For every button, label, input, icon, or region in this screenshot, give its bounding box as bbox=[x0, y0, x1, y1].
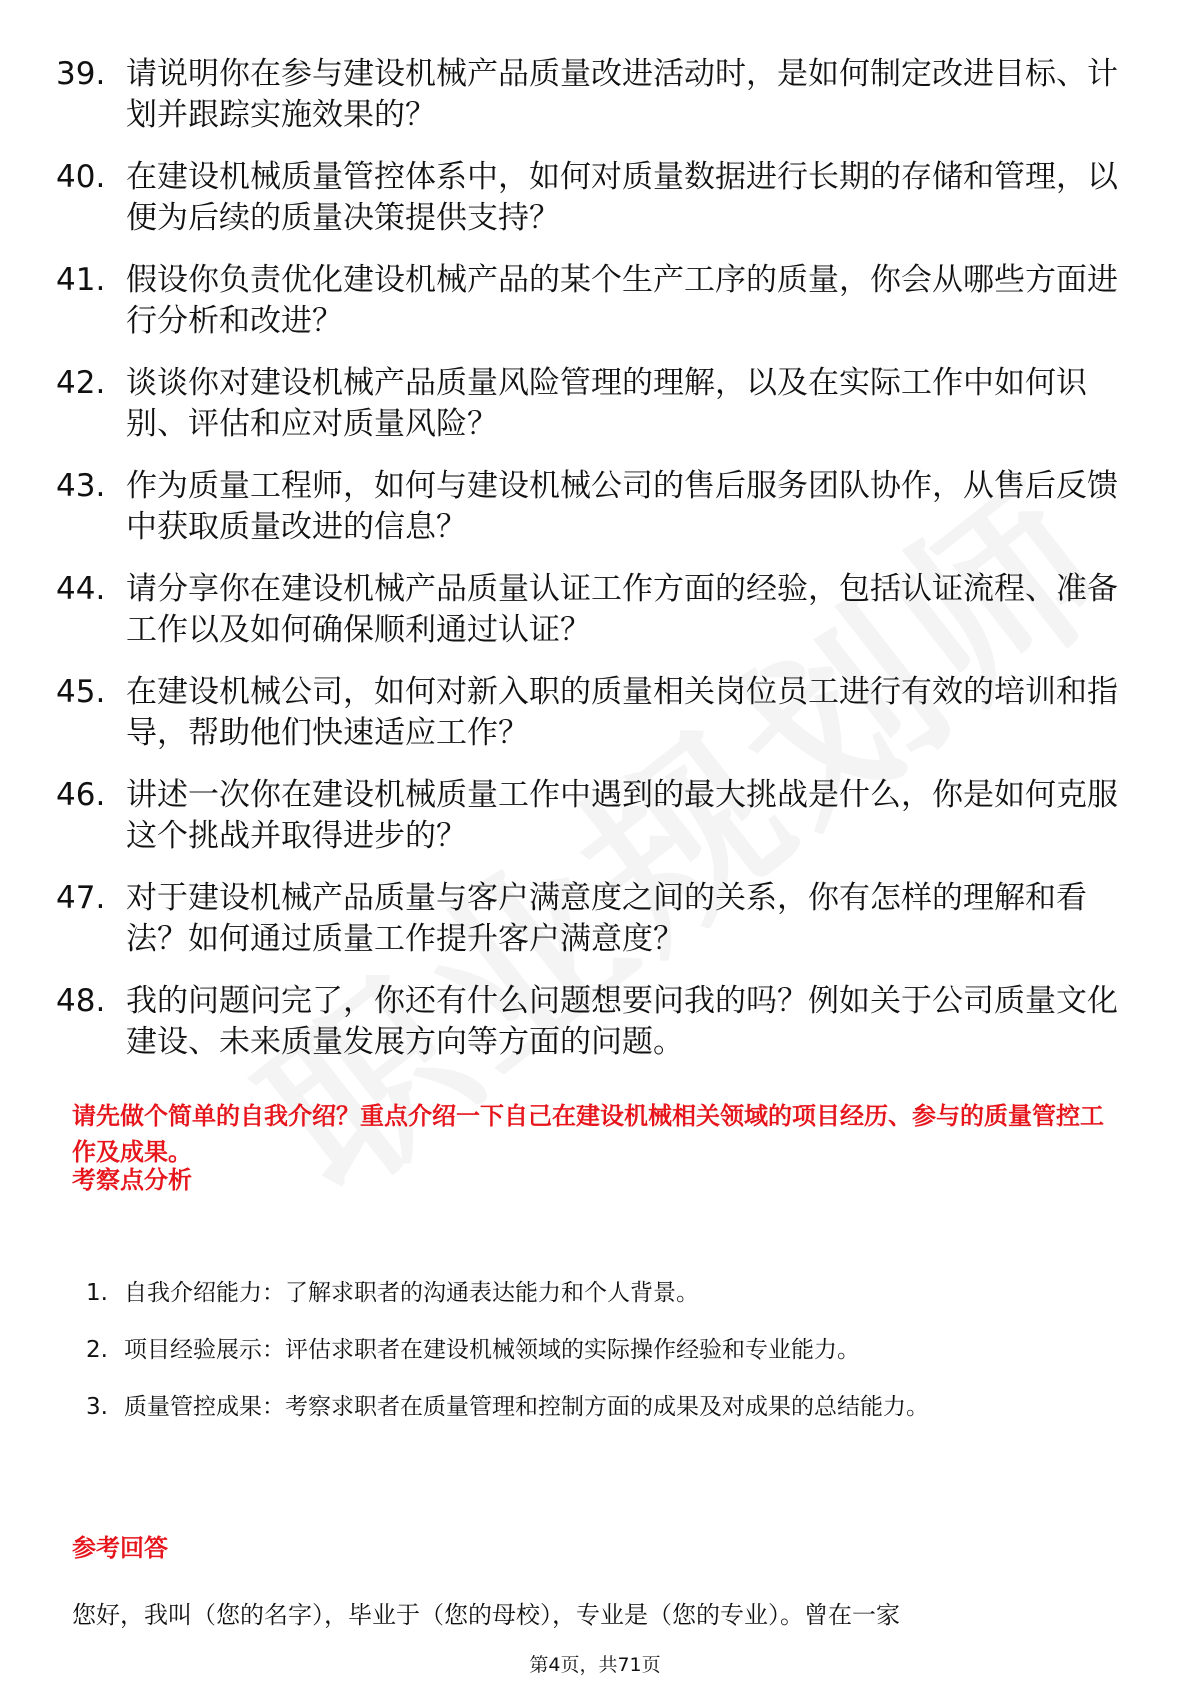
intro-question: 请先做个简单的自我介绍？重点介绍一下自己在建设机械相关领域的项目经历、参与的质量管控工作及成果。 bbox=[72, 1102, 1104, 1166]
page-number: 第4页，共71页 bbox=[529, 1654, 661, 1676]
question-item bbox=[56, 775, 1136, 857]
analysis-heading: 考察点分析 bbox=[72, 1166, 192, 1194]
question-number: 45. bbox=[56, 674, 106, 710]
question-number: 46. bbox=[56, 777, 106, 813]
point-number: 1. bbox=[86, 1280, 108, 1306]
question-text: 谈谈你对建设机械产品质量风险管理的理解，以及在实际工作中如何识别、评估和应对质量风险？ bbox=[126, 365, 1087, 442]
question-item bbox=[56, 466, 1136, 548]
point-number: 2. bbox=[86, 1337, 108, 1363]
question-text: 讲述一次你在建设机械质量工作中遇到的最大挑战是什么，你是如何克服这个挑战并取得进步的？ bbox=[126, 777, 1118, 854]
point-number: 3. bbox=[86, 1394, 108, 1420]
question-item bbox=[56, 260, 1136, 342]
question-text: 在建设机械质量管控体系中，如何对质量数据进行长期的存储和管理，以便为后续的质量决策提供支持？ bbox=[126, 159, 1118, 236]
question-item bbox=[56, 569, 1136, 651]
question-text: 请分享你在建设机械产品质量认证工作方面的经验，包括认证流程、准备工作以及如何确保顺利通过认证？ bbox=[126, 571, 1118, 648]
question-text: 请说明你在参与建设机械产品质量改进活动时，是如何制定改进目标、计划并跟踪实施效果的？ bbox=[126, 56, 1118, 133]
point-text: 项目经验展示：评估求职者在建设机械领域的实际操作经验和专业能力。 bbox=[124, 1337, 860, 1363]
reference-answer-heading: 参考回答 bbox=[72, 1534, 168, 1562]
question-item bbox=[56, 981, 1136, 1063]
question-number: 48. bbox=[56, 983, 106, 1019]
question-text: 对于建设机械产品质量与客户满意度之间的关系，你有怎样的理解和看法？如何通过质量工作提升客户满意度？ bbox=[126, 880, 1087, 957]
question-item bbox=[56, 672, 1136, 754]
question-item bbox=[56, 54, 1136, 136]
question-number: 42. bbox=[56, 365, 106, 401]
question-item bbox=[56, 363, 1136, 445]
question-number: 43. bbox=[56, 468, 106, 504]
question-number: 41. bbox=[56, 262, 106, 298]
question-text: 我的问题问完了，你还有什么问题想要问我的吗？例如关于公司质量文化建设、未来质量发展方向等方面的问题。 bbox=[126, 983, 1118, 1060]
analysis-point-list bbox=[86, 1265, 1106, 1436]
reference-answer-text: 您好，我叫（您的名字），毕业于（您的母校），专业是（您的专业）。曾在一家 bbox=[72, 1601, 900, 1629]
question-number: 44. bbox=[56, 571, 106, 607]
question-number: 39. bbox=[56, 56, 106, 92]
question-list bbox=[56, 54, 1136, 1084]
question-number: 40. bbox=[56, 159, 106, 195]
question-item bbox=[56, 878, 1136, 960]
analysis-point bbox=[86, 1322, 1106, 1379]
point-text: 自我介绍能力：了解求职者的沟通表达能力和个人背景。 bbox=[124, 1280, 699, 1306]
question-text: 假设你负责优化建设机械产品的某个生产工序的质量，你会从哪些方面进行分析和改进？ bbox=[126, 262, 1118, 339]
question-text: 作为质量工程师，如何与建设机械公司的售后服务团队协作，从售后反馈中获取质量改进的信息？ bbox=[126, 468, 1118, 545]
analysis-point bbox=[86, 1379, 1106, 1436]
point-text: 质量管控成果：考察求职者在质量管理和控制方面的成果及对成果的总结能力。 bbox=[124, 1394, 929, 1420]
question-item bbox=[56, 157, 1136, 239]
analysis-point bbox=[86, 1265, 1106, 1322]
question-text: 在建设机械公司，如何对新入职的质量相关岗位员工进行有效的培训和指导，帮助他们快速适应工作？ bbox=[126, 674, 1118, 751]
question-number: 47. bbox=[56, 880, 106, 916]
